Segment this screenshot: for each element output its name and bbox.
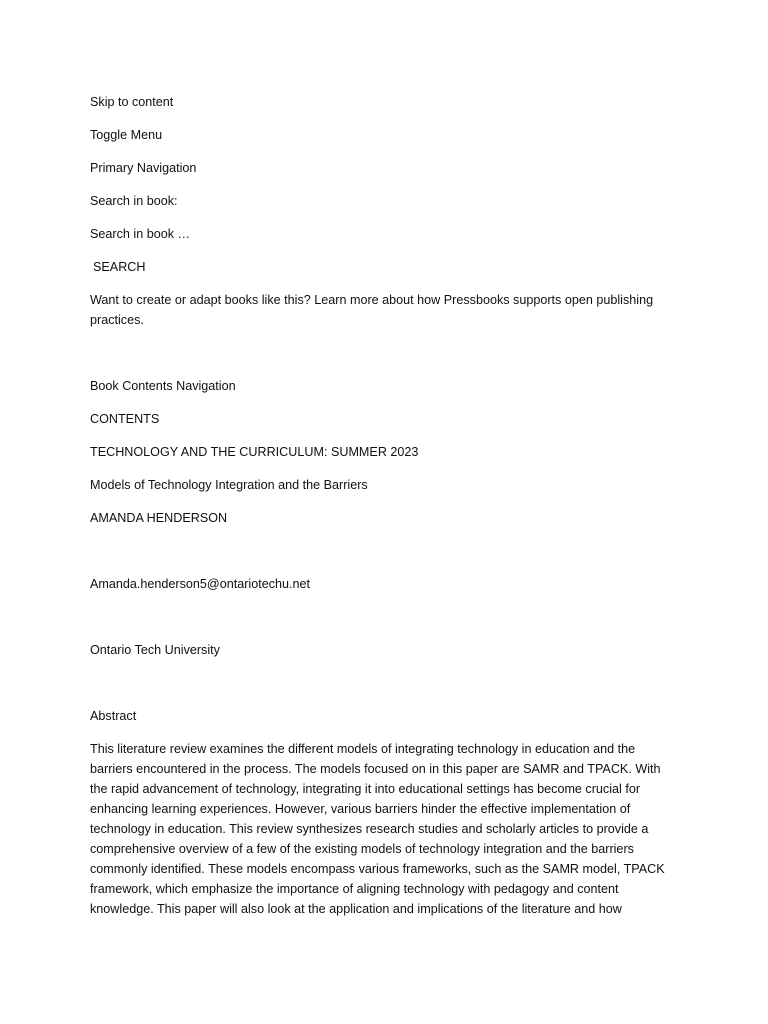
pressbooks-promo-text[interactable]: Want to create or adapt books like this? Learn more about how Pressbooks supports open publishing practices. xyxy=(90,293,654,327)
book-contents-navigation-label: Book Contents Navigation xyxy=(90,379,236,393)
chapter-title xyxy=(90,475,680,495)
chapter-author xyxy=(90,508,680,528)
toggle-menu-label[interactable]: Toggle Menu xyxy=(90,128,163,142)
author-institution-text: Ontario Tech University xyxy=(90,643,220,657)
chapter-author-text: AMANDA HENDERSON xyxy=(90,511,228,525)
author-institution xyxy=(90,640,680,660)
abstract-body: This literature review examines the different models of integrating technology in education and the barriers encountered in the process. The models focused on in this paper are SAMR and TPACK. With the rapid advancement of technology, integrating it into educational settings has become crucial for enhancing learning experiences. However, various barriers hinder the effective implementation of technology in education. This review synthesizes research studies and scholarly articles to provide a comprehensive overview of a few of the existing models of technology integration and the barriers commonly identified. These models encompass various frameworks, such as the SAMR model, TPACK framework, which emphasize the importance of aligning technology with pedagogy and content knowledge. This paper will also look at the application and implications of the literature and how xyxy=(90,742,665,916)
contents-toggle[interactable] xyxy=(90,409,680,429)
toggle-menu-button[interactable] xyxy=(90,125,680,145)
search-label-row xyxy=(90,191,680,211)
search-input[interactable] xyxy=(90,224,680,244)
abstract-heading xyxy=(90,706,680,726)
primary-navigation xyxy=(90,158,680,178)
search-input-placeholder[interactable]: Search in book … xyxy=(90,227,191,241)
search-button-label[interactable]: SEARCH xyxy=(93,260,146,274)
pressbooks-promo[interactable] xyxy=(90,290,680,330)
contents-label[interactable]: CONTENTS xyxy=(90,412,160,426)
search-button[interactable] xyxy=(90,257,680,277)
author-email-text[interactable]: Amanda.henderson5@ontariotechu.net xyxy=(90,577,311,591)
skip-to-content-link[interactable] xyxy=(90,92,680,112)
page-content xyxy=(90,92,680,919)
book-title[interactable]: TECHNOLOGY AND THE CURRICULUM: SUMMER 2023 xyxy=(90,445,419,459)
chapter-title-text: Models of Technology Integration and the Barriers xyxy=(90,478,368,492)
book-title-link[interactable] xyxy=(90,442,680,462)
primary-navigation-label: Primary Navigation xyxy=(90,161,197,175)
skip-to-content-label[interactable]: Skip to content xyxy=(90,95,174,109)
search-label: Search in book: xyxy=(90,194,178,208)
author-email[interactable] xyxy=(90,574,680,594)
book-contents-navigation xyxy=(90,376,680,396)
abstract-heading-text: Abstract xyxy=(90,709,137,723)
